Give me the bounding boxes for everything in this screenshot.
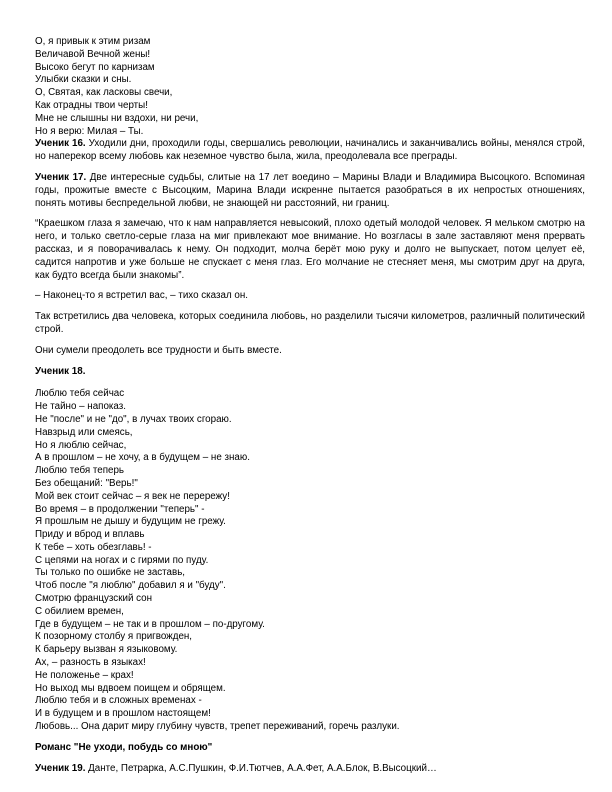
document-page [35,36,585,775]
poem-line: Ах, – разность в языках! [35,657,146,669]
poem-line: Улыбки сказки и сны. [35,74,132,86]
poem-line: Но выход мы вдвоем поищем и обрящем. [35,682,226,694]
poem-line: С обилием времен, [35,605,124,617]
poem-line: Люблю тебя теперь [35,465,125,477]
poem-line: Где в будущем – не так и в прошлом – по-другому. [35,618,265,630]
poem-line: Не положенье – крах! [35,669,134,681]
poem-line: Приду и вброд и вплавь [35,529,145,541]
poem-line: Люблю тебя сейчас [35,388,125,400]
poem-line: А в прошлом – не хочу, а в будущем – не знаю. [35,452,250,464]
student-17-text: Две интересные судьбы, слитые на 17 лет воедино – Марины Влади и Владимира Высоцкого. Вспоминая годы, прожитые вместе с Высоцким, Марина Влади искренне пытается разобраться в их непростых отношениях, понять мотивы беспредельной любви, не знающей ни расстояний, ни границ. [35,171,585,209]
student-16-label: Ученик 16. [35,138,86,150]
poem-line: Без обещаний: "Верь!" [35,477,138,489]
poem-line: Смотрю французский сон [35,593,153,605]
student-18-label: Ученик 18. [35,365,86,377]
they-met-paragraph: Так встретились два человека, которых соединила любовь, но разделили тысячи километров, различный политический строй. [35,311,585,335]
vlady-quote: “Краешком глаза я замечаю, что к нам направляется невысокий, плохо одетый молодой человек. Я мельком смотрю на него, и только светло-серые глаза на миг привлекают мое внимание. Но возгласы в зале заставляют меня прервать рассказ, и я поворачивалась к нему. Он подходит, молча берёт мою руку и долго не выпускает, потом целует её, садится напротив и уже больше не спускает с меня глаз. Его молчание не стесняет меня, мы смотрим друг на друга, как будто всегда были знакомы”. [35,218,585,281]
student-19-paragraph [35,763,585,776]
student-19-text: Данте, Петрарка, А.С.Пушкин, Ф.И.Тютчев, А.А.Фет, А.А.Блок, В.Высоцкий… [85,762,437,774]
poem-blok [35,36,585,138]
student-19-label: Ученик 19. [35,762,86,774]
love-paragraph: Любовь... Она дарит миру глубину чувств, трепет переживаний, горечь разлуки. [35,721,400,733]
overcame-paragraph: Они сумели преодолеть все трудности и быть вместе. [35,344,282,356]
poem-vysotsky [35,388,585,721]
student-17-paragraph [35,172,585,210]
student-16-text: Уходили дни, проходили годы, свершались революции, начинались и заканчивались войны, менялся строй, но наперекор всему любовь как неземное чувство была, жила, преодолевала все преграды. [35,138,585,163]
poem-line: И в будущем и в прошлом настоящем! [35,708,211,720]
student-16-paragraph [35,138,585,164]
poem-line: Как отрадны твои черты! [35,99,148,111]
poem-line: Мой век стоит сейчас – я век не перережу! [35,490,230,502]
finally-met-line: – Наконец-то я встретил вас, – тихо сказал он. [35,290,248,302]
poem-line: Но я верю: Милая – Ты. [35,125,144,137]
poem-line: Я прошлым не дышу и будущим не грежу. [35,516,226,528]
poem-line: Люблю тебя и в сложных временах - [35,695,202,707]
poem-line: Мне не слышны ни вздохи, ни речи, [35,112,199,124]
poem-line: Но я люблю сейчас, [35,439,127,451]
poem-line: Не "после" и не "до", в лучах твоих сгораю. [35,413,232,425]
student-17-label: Ученик 17. [35,171,87,183]
poem-line: Ты только по ошибке не заставь, [35,567,186,579]
poem-line: К тебе – хоть обезглавь! - [35,541,152,553]
poem-line: О, я привык к этим ризам [35,36,151,47]
poem-line: Навзрыд или смеясь, [35,426,133,438]
poem-line: С цепями на ногах и с гирями по пуду. [35,554,209,566]
poem-line: Высоко бегут по карнизам [35,61,155,73]
romance-title: Романс "Не уходи, побудь со мною" [35,741,213,753]
poem-line: Во время – в продолжении "теперь" - [35,503,205,515]
poem-line: Чтоб после "я люблю" добавил я и "буду". [35,580,226,592]
poem-line: О, Святая, как ласковы свечи, [35,87,173,99]
poem-line: Не тайно – напоказ. [35,401,126,413]
poem-line: Величавой Вечной жены! [35,48,151,60]
poem-line: К барьеру вызван я языковому. [35,644,178,656]
poem-line: К позорному столбу я пригвожден, [35,631,193,643]
